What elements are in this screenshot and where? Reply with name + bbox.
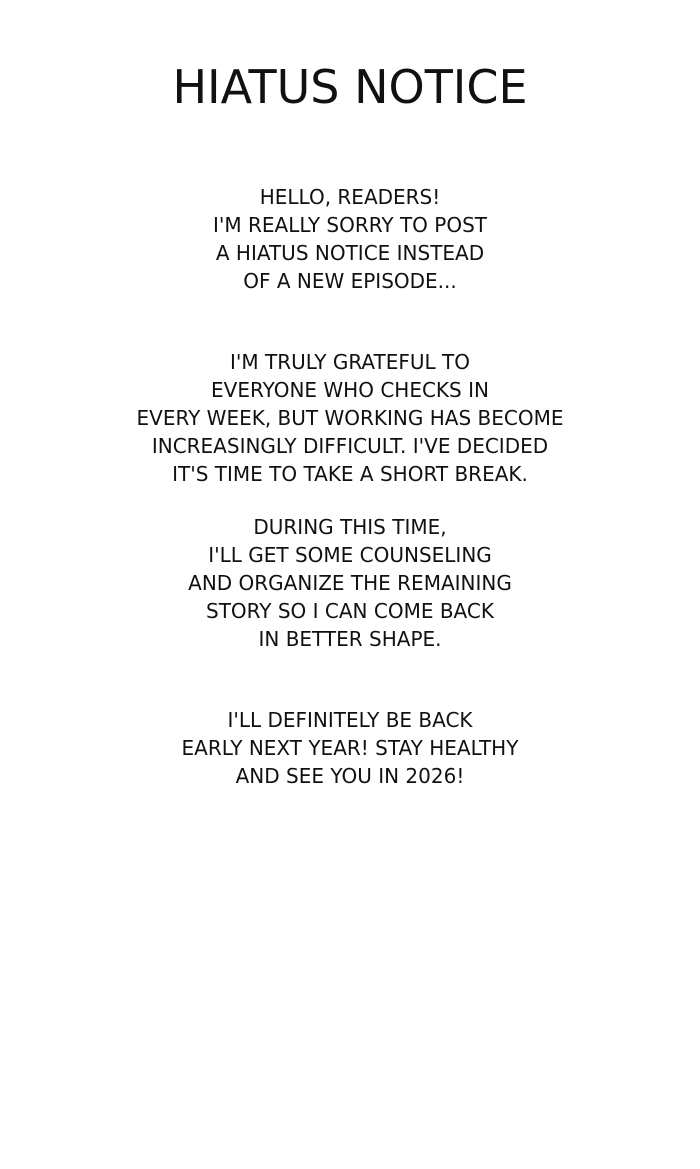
notice-line: I'LL DEFINITELY BE BACK <box>227 708 473 732</box>
notice-line: AND SEE YOU IN 2026! <box>235 764 465 788</box>
notice-line: EVERY WEEK, BUT WORKING HAS BECOME <box>136 406 564 430</box>
notice-line: AND ORGANIZE THE REMAINING <box>188 571 512 595</box>
notice-line: I'M TRULY GRATEFUL TO <box>230 350 470 374</box>
notice-paragraph-return <box>0 706 700 790</box>
notice-paragraph-greeting <box>0 183 700 295</box>
notice-line: DURING THIS TIME, <box>253 515 447 539</box>
notice-paragraph-plans <box>0 513 700 653</box>
notice-line: INCREASINGLY DIFFICULT. I'VE DECIDED <box>151 434 549 458</box>
notice-line: I'M REALLY SORRY TO POST <box>213 213 487 237</box>
notice-line: EARLY NEXT YEAR! STAY HEALTHY <box>181 736 519 760</box>
notice-line: I'LL GET SOME COUNSELING <box>208 543 492 567</box>
notice-line: STORY SO I CAN COME BACK <box>206 599 494 623</box>
notice-line: OF A NEW EPISODE... <box>243 269 457 293</box>
notice-paragraph-gratitude <box>0 348 700 488</box>
notice-line: A HIATUS NOTICE INSTEAD <box>215 241 485 265</box>
notice-line: HELLO, READERS! <box>259 185 441 209</box>
notice-line: IN BETTER SHAPE. <box>258 627 442 651</box>
notice-line: IT'S TIME TO TAKE A SHORT BREAK. <box>172 462 528 486</box>
notice-line: EVERYONE WHO CHECKS IN <box>211 378 489 402</box>
page-title: HIATUS NOTICE <box>172 60 528 114</box>
